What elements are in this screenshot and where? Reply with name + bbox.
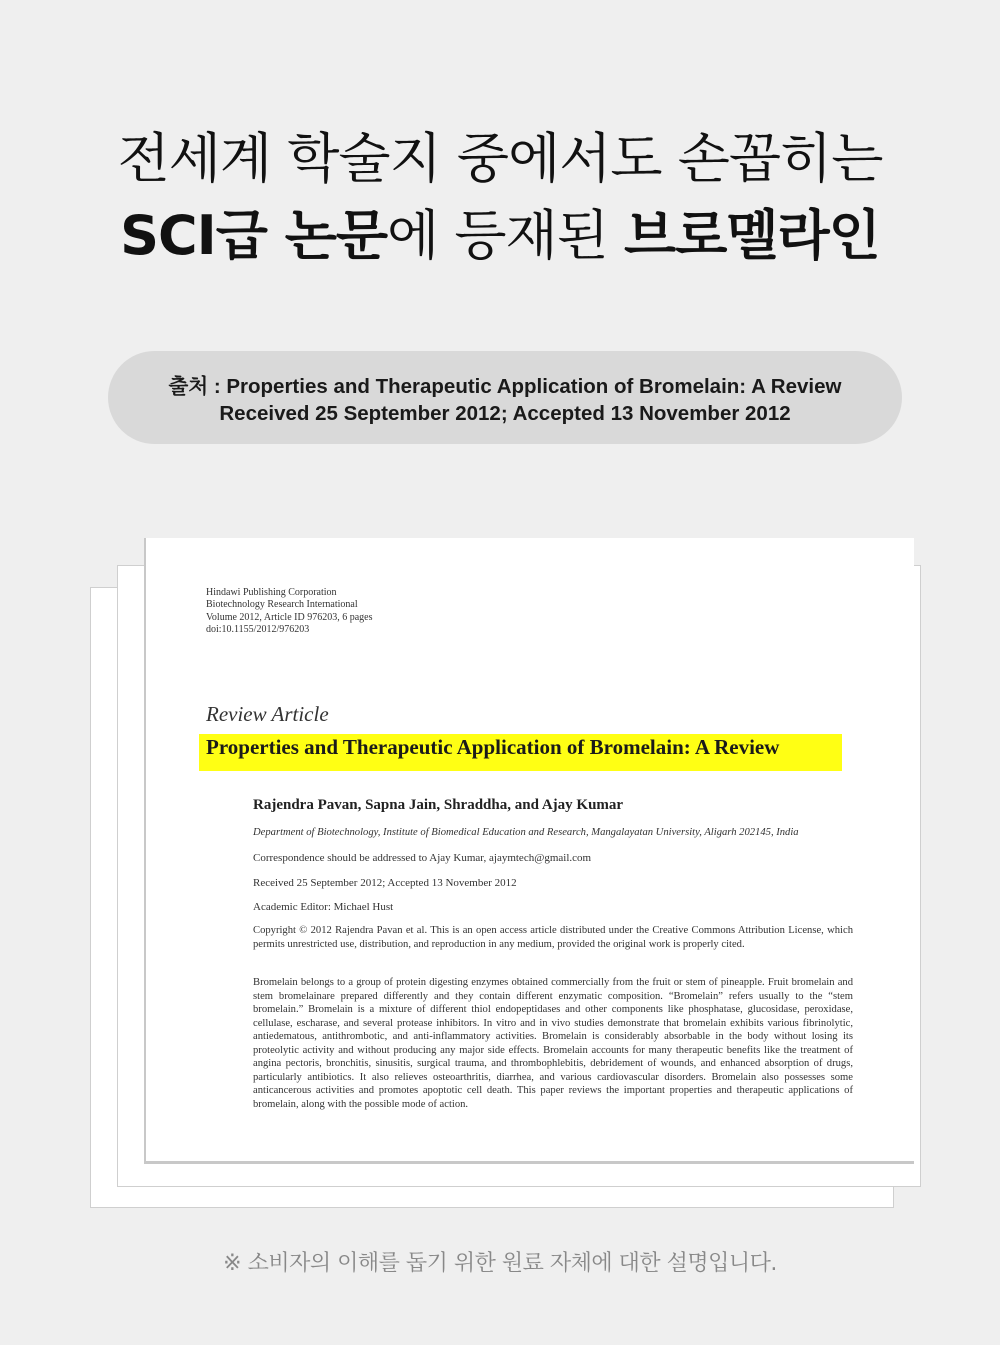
- headline-emphasis-sci: SCI급 논문: [120, 204, 388, 267]
- paper-academic-editor: Academic Editor: Michael Hust: [253, 901, 394, 913]
- journal-line: Biotechnology Research International: [206, 599, 358, 611]
- headline-emphasis-bromelain: 브로멜라인: [624, 204, 880, 267]
- source-separator: :: [208, 375, 227, 398]
- doi-line: doi:10.1155/2012/976203: [206, 623, 310, 635]
- paper-correspondence: Correspondence should be addressed to Ajay Kumar, ajaymtech@gmail.com: [253, 852, 592, 864]
- article-type: Review Article: [206, 702, 329, 726]
- source-dates: Received 25 September 2012; Accepted 13 November 2012: [219, 402, 791, 425]
- volume-line: Volume 2012, Article ID 976203, 6 pages: [206, 611, 373, 623]
- paper-copyright: Copyright © 2012 Rajendra Pavan et al. This is an open access article distributed under the Creative Commons Attribution License, which permits unrestricted use, distribution, and reproduction in any medium, provided the original work is properly cited.: [253, 925, 853, 950]
- paper-affiliation: Department of Biotechnology, Institute of Biomedical Education and Research, Mangalayatan University, Aligarh 202145, India: [253, 827, 799, 838]
- paper-page: [144, 538, 914, 1164]
- source-title: Properties and Therapeutic Application of Bromelain: A Review: [226, 375, 842, 398]
- source-citation-pill: [108, 351, 902, 444]
- source-label: 출처: [168, 374, 209, 398]
- paper-received-dates: Received 25 September 2012; Accepted 13 November 2012: [253, 877, 517, 889]
- source-title-row: [108, 373, 902, 400]
- publisher-info: [206, 587, 372, 636]
- headline-connector: 에 등재된: [387, 204, 625, 267]
- headline-line-2: [0, 203, 1000, 269]
- paper-authors: Rajendra Pavan, Sapna Jain, Shraddha, and Ajay Kumar: [253, 797, 624, 813]
- paper-abstract: Bromelain belongs to a group of protein digesting enzymes obtained commercially from the fruit or stem of pineapple. Fruit bromelain and stem bromelainare prepared differently and they contain different enzymatic composition. “Bromelain” refers usually to the “stem bromelain.” Bromelain is a mixture of different thiol endopeptidases and other components like phosphatase, glucosidase, peroxidase, cellulase, escharase, and several protease inhibitors. In vitro and in vivo studies demonstrate that bromelain exhibits various fibrinolytic, antiedematous, antithrombotic, and anti-inflammatory activities. Bromelain is considerably absorbable in the body without losing its proteolytic activity and without producing any major side effects. Bromelain accounts for many therapeutic benefits like the treatment of angina pectoris, bronchitis, sinusitis, surgical trauma, and thrombophlebitis, debridement of wounds, and enhanced absorption of drugs, particularly antibiotics. It also relieves osteoarthritis, diarrhea, and various cardiovascular disorders. Bromelain also possesses some anticancerous activities and promotes apoptotic cell death. This paper reviews the important properties and therapeutic applications of bromelain, along with the possible mode of action.: [253, 977, 853, 1110]
- publisher-line: Hindawi Publishing Corporation: [206, 587, 337, 598]
- paper-title: Properties and Therapeutic Application of Bromelain: A Review: [206, 735, 780, 759]
- disclaimer-footnote: ※ 소비자의 이해를 돕기 위한 원료 자체에 대한 설명입니다.: [223, 1251, 777, 1276]
- headline-line-1: 전세계 학술지 중에서도 손꼽히는: [117, 127, 883, 190]
